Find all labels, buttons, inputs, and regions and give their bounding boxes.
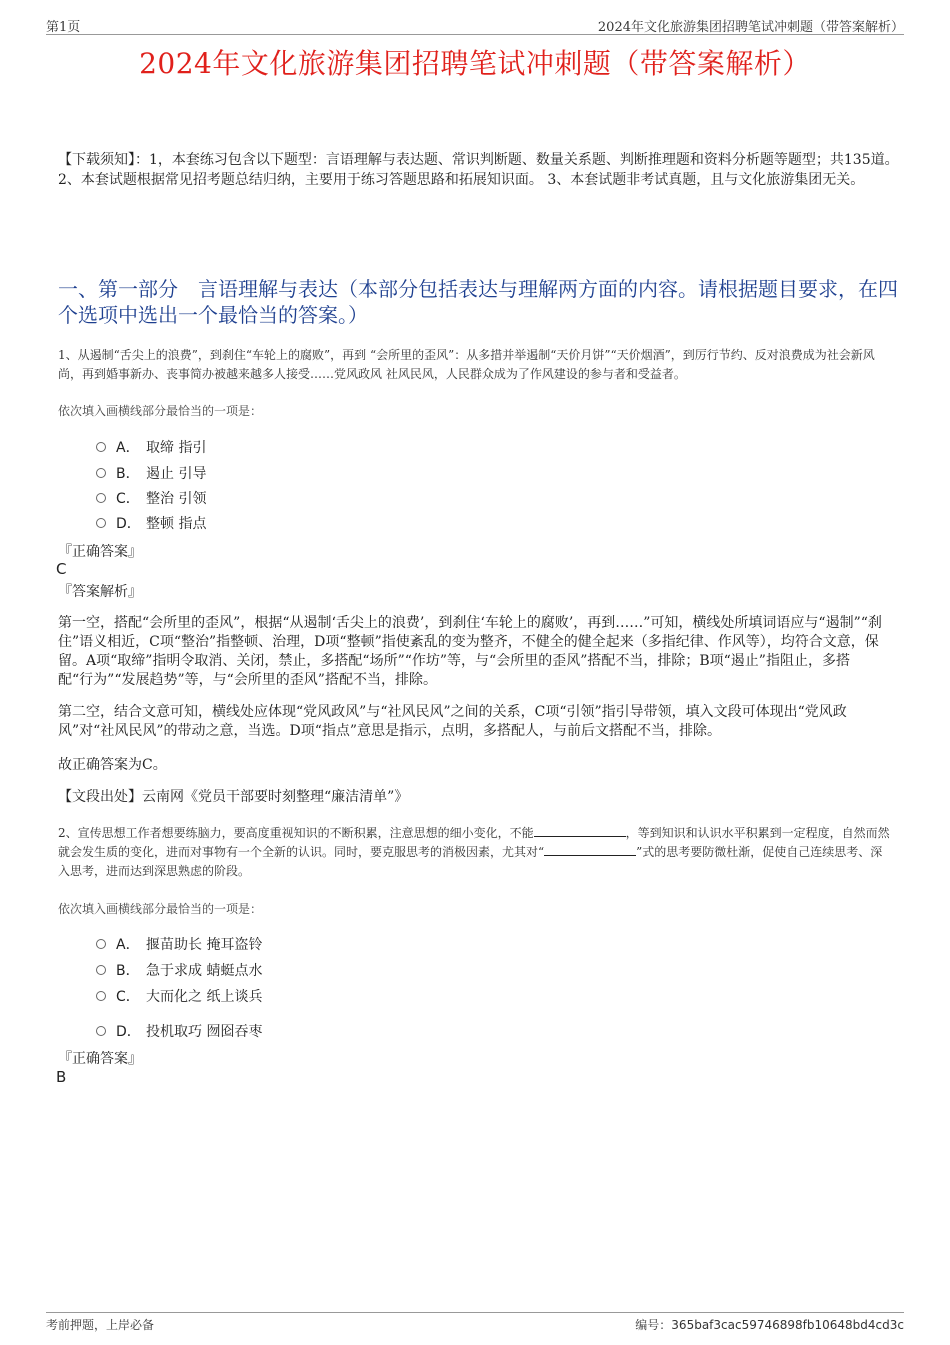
q1-analysis-paragraph: 第二空，结合文意可知，横线处应体现“党风政风”与“社风民风”之间的关系，C项“引领”指引导带领，填入文段可体现出“党风政风”对“社风民风”的带动之意，当选。D项“指点”意思是指示，点明，多搭配人，与前后文搭配不当，排除。 — [58, 704, 847, 739]
option-text: 遏止 引导 — [146, 466, 207, 482]
radio-icon[interactable] — [96, 991, 106, 1001]
document-title: 2024年文化旅游集团招聘笔试冲刺题（带答案解析） — [139, 47, 811, 80]
q1-analysis-conclusion: 故正确答案为C。 — [58, 757, 167, 773]
footer-code — [635, 1316, 904, 1333]
code-label: 编号： — [635, 1318, 672, 1332]
question-1-stem: 1、从遏制“舌尖上的浪费”，到刹住“车轮上的腐败”，再到 “会所里的歪风”：从多措并举遏制“天价月饼”“天价烟酒”，到厉行节约、反对浪费成为社会新风尚，再到婚事新办、丧事简办被越来越多人接受……党风政风 社风民风，人民群众成为了作风建设的参与者和受益者。 — [58, 348, 875, 381]
option-text: 投机取巧 囫囵吞枣 — [146, 1024, 263, 1040]
q2-answer-label: 『正确答案』 — [58, 1051, 142, 1067]
question-2-stem — [58, 824, 890, 881]
radio-icon[interactable] — [96, 518, 106, 528]
option-letter: C． — [116, 491, 140, 507]
fill-blank — [544, 843, 636, 856]
option-letter: B． — [116, 466, 140, 482]
q1-answer: C — [56, 560, 67, 578]
radio-icon[interactable] — [96, 939, 106, 949]
option-text: 整顿 指点 — [146, 516, 207, 532]
option-text: 整治 引领 — [146, 491, 207, 507]
option-letter: C． — [116, 989, 140, 1005]
radio-icon[interactable] — [96, 1026, 106, 1036]
q2-option-b[interactable] — [96, 960, 262, 980]
option-letter: A． — [116, 440, 140, 456]
q2-option-a[interactable] — [96, 934, 262, 954]
download-notice: 【下载须知】：1，本套练习包含以下题型：言语理解与表达题、常识判断题、数量关系题、判断推理题和资料分析题等题型；共135道。 2、本套试题根据常见招考题总结归纳，主要用于练习答题思路和拓展知识面。 3、本套试题非考试真题，且与文化旅游集团无关。 — [58, 152, 899, 188]
q1-answer-label: 『正确答案』 — [58, 544, 142, 560]
footer-slogan: 考前押题，上岸必备 — [46, 1318, 155, 1332]
header-doc-title: 2024年文化旅游集团招聘笔试冲刺题（带答案解析） — [597, 20, 904, 35]
radio-icon[interactable] — [96, 965, 106, 975]
header-divider — [46, 34, 904, 35]
q1-analysis-label: 『答案解析』 — [58, 584, 142, 600]
option-text: 大而化之 纸上谈兵 — [146, 989, 263, 1005]
stem-text: 2、宣传思想工作者想要练脑力，要高度重视知识的不断积累，注意思想的细小变化，不能 — [58, 826, 534, 840]
q1-option-a[interactable] — [96, 437, 206, 457]
q1-analysis-paragraph: 第一空，搭配“会所里的歪风”，根据“从遏制‘舌尖上的浪费’，到刹住‘车轮上的腐败’，再到……”可知，横线处所填词语应与“遏制”“刹住”语义相近，C项“整治”指整顿、治理，D项“整顿”指使紊乱的变为整齐，不健全的健全起来（多指纪律、作风等），均符合文意，保留。A项“取缔”指明令取消、关闭，禁止，多搭配“场所”“作坊”等，与“会所里的歪风”搭配不当，排除；B项“遏止”指阻止，多搭配“行为”“发展趋势”等，与“会所里的歪风”搭配不当，排除。 — [58, 615, 882, 688]
page-number: 第1页 — [46, 20, 81, 35]
option-letter: D． — [116, 516, 141, 532]
footer-divider — [46, 1312, 904, 1313]
radio-icon[interactable] — [96, 493, 106, 503]
q1-option-b[interactable] — [96, 463, 206, 483]
option-letter: B． — [116, 963, 140, 979]
section-heading: 一、第一部分 言语理解与表达（本部分包括表达与理解两方面的内容。请根据题目要求，在四个选项中选出一个最恰当的答案。） — [58, 277, 898, 327]
q1-source: 【文段出处】云南网《党员干部要时刻整理“廉洁清单”》 — [58, 789, 409, 805]
q2-option-d[interactable] — [96, 1021, 262, 1041]
radio-icon[interactable] — [96, 468, 106, 478]
radio-icon[interactable] — [96, 442, 106, 452]
q1-option-c[interactable] — [96, 488, 206, 508]
option-text: 揠苗助长 掩耳盗铃 — [146, 937, 263, 953]
q2-answer: B — [56, 1068, 67, 1086]
fill-blank — [534, 824, 626, 837]
option-letter: A． — [116, 937, 140, 953]
option-text: 急于求成 蜻蜓点水 — [146, 963, 263, 979]
question-2-prompt: 依次填入画横线部分最恰当的一项是： — [58, 902, 263, 916]
option-letter: D． — [116, 1024, 141, 1040]
stem-text: ，等到知识和认识水平积累到一定程度，自然而然就会发生质的变化，进而对事物有一个全新的认识。同时，要克服思考的消极因素，尤其对“ — [58, 826, 890, 859]
q1-option-d[interactable] — [96, 513, 206, 533]
question-1-prompt: 依次填入画横线部分最恰当的一项是： — [58, 404, 263, 418]
stem-text: ”式的思考要防微杜渐，促使自己连续思考、深入思考，进而达到深思熟虑的阶段。 — [58, 845, 883, 878]
q2-option-c[interactable] — [96, 986, 262, 1006]
option-text: 取缔 指引 — [146, 440, 207, 456]
code-value: 365baf3cac59746898fb10648bd4cd3c — [671, 1318, 904, 1332]
